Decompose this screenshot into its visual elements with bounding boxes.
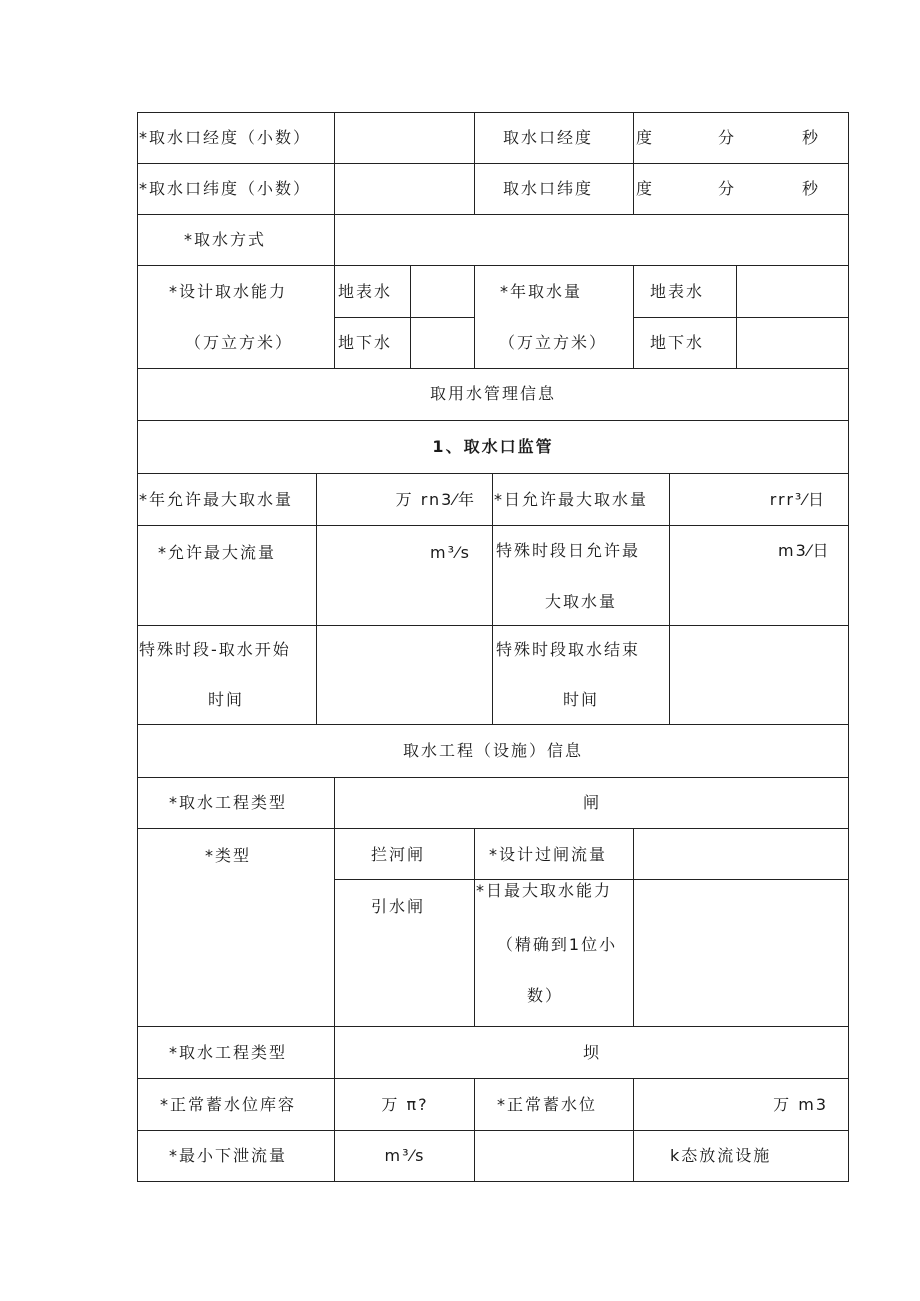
gate-flow-label: *设计过闸流量 [488, 845, 608, 864]
rule [474, 112, 475, 214]
rule [137, 473, 849, 474]
rule [137, 214, 849, 215]
special-period-daily-unit: m3⁄日 [778, 541, 831, 560]
section-title-intake-supervision: 1、取水口监管 [432, 437, 554, 456]
rule [334, 777, 335, 828]
special-period-daily-label: 特殊时段日允许最 [496, 541, 641, 560]
daily-capacity-precision-cont: 数） [526, 986, 564, 1005]
rule [633, 265, 634, 368]
second-unit: 秒 [802, 128, 821, 147]
daily-capacity-label: *日最大取水能力 [476, 881, 613, 900]
rule [137, 625, 849, 626]
rule [137, 163, 849, 164]
river-gate-label: 拦河闸 [370, 845, 426, 864]
rule [334, 1078, 335, 1181]
rule [334, 265, 335, 368]
rule [137, 1078, 849, 1079]
latitude-dms-label: 取水口纬度 [502, 179, 594, 198]
annual-max-intake-unit: 万 rn3⁄年 [395, 490, 476, 509]
rule [474, 828, 475, 1026]
special-period-daily-label-cont: 大取水量 [544, 592, 618, 611]
rule [334, 214, 335, 265]
rule [137, 1181, 849, 1182]
rule [137, 265, 849, 266]
rule [334, 317, 474, 318]
normal-water-level-label: *正常蓄水位 [496, 1095, 598, 1114]
daily-capacity-precision: （精确到1位小 [496, 935, 618, 954]
longitude-dms-label: 取水口经度 [502, 128, 594, 147]
special-period-end-label-cont: 时间 [562, 690, 600, 709]
rule [633, 828, 634, 1026]
rule [334, 879, 849, 880]
project-type-value: 闸 [582, 793, 602, 812]
design-capacity-label: *设计取水能力 [168, 282, 288, 301]
minute-unit: 分 [718, 128, 737, 147]
rule [334, 1026, 335, 1078]
design-capacity-unit: （万立方米） [184, 333, 294, 352]
intake-method-label: *取水方式 [183, 230, 267, 249]
rule [633, 112, 634, 214]
second-unit: 秒 [802, 179, 821, 198]
rule [316, 473, 317, 724]
rule [137, 828, 849, 829]
annual-intake-unit: （万立方米） [498, 333, 608, 352]
special-period-start-label: 特殊时段-取水开始 [139, 640, 291, 659]
degree-unit: 度 [636, 128, 655, 147]
rule [137, 525, 849, 526]
longitude-decimal-label: *取水口经度（小数） [139, 128, 312, 147]
rule [633, 317, 849, 318]
degree-unit: 度 [636, 179, 655, 198]
groundwater-label: 地下水 [650, 333, 705, 352]
daily-max-intake-label: *日允许最大取水量 [494, 490, 649, 509]
rule [137, 112, 849, 113]
project-type-label: *取水工程类型 [168, 1043, 288, 1062]
special-period-end-label: 特殊时段取水结束 [496, 640, 641, 659]
diversion-gate-label: 引水闸 [370, 897, 426, 916]
special-period-start-label-cont: 时间 [207, 690, 245, 709]
project-type-value: 坝 [582, 1043, 602, 1062]
section-title-project: 取水工程（设施）信息 [402, 741, 584, 760]
normal-water-level-unit: 万 m3 [773, 1095, 828, 1114]
rule [633, 1078, 634, 1181]
surface-water-label: 地表水 [338, 282, 393, 301]
annual-intake-label: *年取水量 [499, 282, 583, 301]
groundwater-label: 地下水 [338, 333, 393, 352]
normal-storage-capacity-label: *正常蓄水位库容 [159, 1095, 297, 1114]
latitude-decimal-label: *取水口纬度（小数） [139, 179, 312, 198]
rule [137, 368, 849, 369]
minute-unit: 分 [718, 179, 737, 198]
rule [474, 1078, 475, 1181]
rule [334, 112, 335, 214]
rule [848, 112, 849, 1182]
rule [474, 265, 475, 368]
daily-max-intake-unit: rrr³⁄日 [769, 490, 826, 509]
normal-storage-capacity-unit: 万 π? [381, 1095, 429, 1114]
rule [137, 724, 849, 725]
project-type-label: *取水工程类型 [168, 793, 288, 812]
annual-max-intake-label: *年允许最大取水量 [139, 490, 294, 509]
rule [669, 473, 670, 724]
max-flow-label: *允许最大流量 [157, 543, 277, 562]
type-label: *类型 [204, 846, 252, 865]
rule [137, 420, 849, 421]
rule [137, 1130, 849, 1131]
rule [736, 265, 737, 368]
min-discharge-unit: m³⁄s [384, 1146, 426, 1165]
section-title-management: 取用水管理信息 [429, 384, 557, 403]
surface-water-label: 地表水 [650, 282, 705, 301]
rule [137, 1026, 849, 1027]
rule [137, 112, 138, 1182]
rule [137, 777, 849, 778]
ecological-discharge-facility-label: k态放流设施 [670, 1146, 772, 1165]
min-discharge-label: *最小下泄流量 [168, 1146, 288, 1165]
max-flow-unit: m³⁄s [430, 543, 472, 562]
rule [334, 828, 335, 1026]
rule [492, 473, 493, 724]
rule [410, 265, 411, 368]
